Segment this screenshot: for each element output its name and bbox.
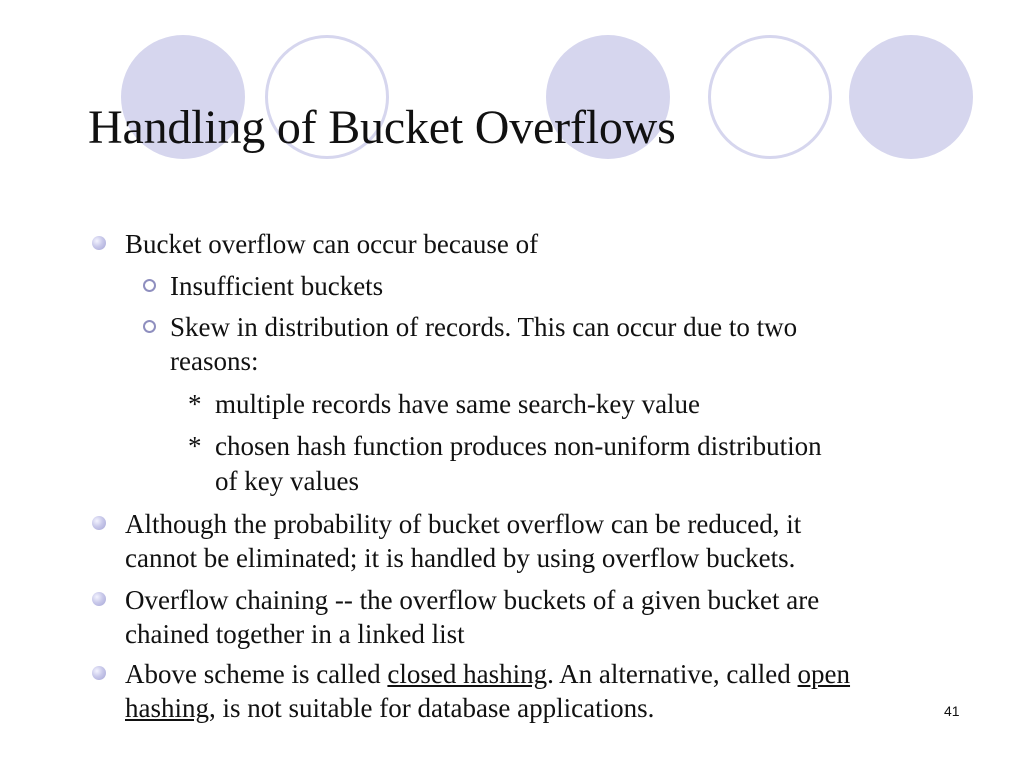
- bullet-icon: [92, 516, 106, 530]
- star-marker: *: [188, 431, 202, 461]
- bullet-icon: [92, 592, 106, 606]
- term-open-hashing-part1: open: [797, 659, 851, 689]
- bullet-text-line2: [125, 691, 654, 725]
- text-run: Above scheme is called: [125, 659, 388, 689]
- bullet-text-line1: [125, 657, 850, 691]
- bullet-text-line1: Overflow chaining -- the overflow buckets of a given bucket are: [125, 585, 820, 615]
- text-run: . An alternative, called: [547, 659, 798, 689]
- bullet-text-line2: chained together in a linked list: [125, 619, 465, 649]
- term-open-hashing-part2: hashing: [125, 693, 209, 723]
- bullet-text: Bucket overflow can occur because of: [125, 229, 539, 259]
- star-item-text-line2: of key values: [215, 466, 359, 496]
- sub-bullet-icon: [143, 279, 156, 292]
- slide-title: Handling of Bucket Overflows: [88, 101, 676, 154]
- page-number: 41: [944, 703, 960, 719]
- term-closed-hashing: closed hashing: [387, 659, 548, 689]
- bullet-text-line2: cannot be eliminated; it is handled by using overflow buckets.: [125, 543, 796, 573]
- sub-bullet-text-line1: Skew in distribution of records. This can occur due to two: [170, 312, 798, 342]
- star-marker: *: [188, 389, 202, 419]
- text-run: , is not suitable for database applications.: [209, 693, 655, 723]
- sub-bullet-text-line2: reasons:: [170, 346, 259, 376]
- bullet-text-line1: Although the probability of bucket overflow can be reduced, it: [125, 509, 802, 539]
- sub-bullet-text: Insufficient buckets: [170, 271, 384, 301]
- decorative-circle-filled: [849, 35, 973, 159]
- bullet-icon: [92, 666, 106, 680]
- star-item-text: multiple records have same search-key value: [215, 389, 701, 419]
- bullet-icon: [92, 236, 106, 250]
- star-item-text-line1: chosen hash function produces non-uniform distribution: [215, 431, 822, 461]
- sub-bullet-icon: [143, 320, 156, 333]
- decorative-circle-ring: [708, 35, 832, 159]
